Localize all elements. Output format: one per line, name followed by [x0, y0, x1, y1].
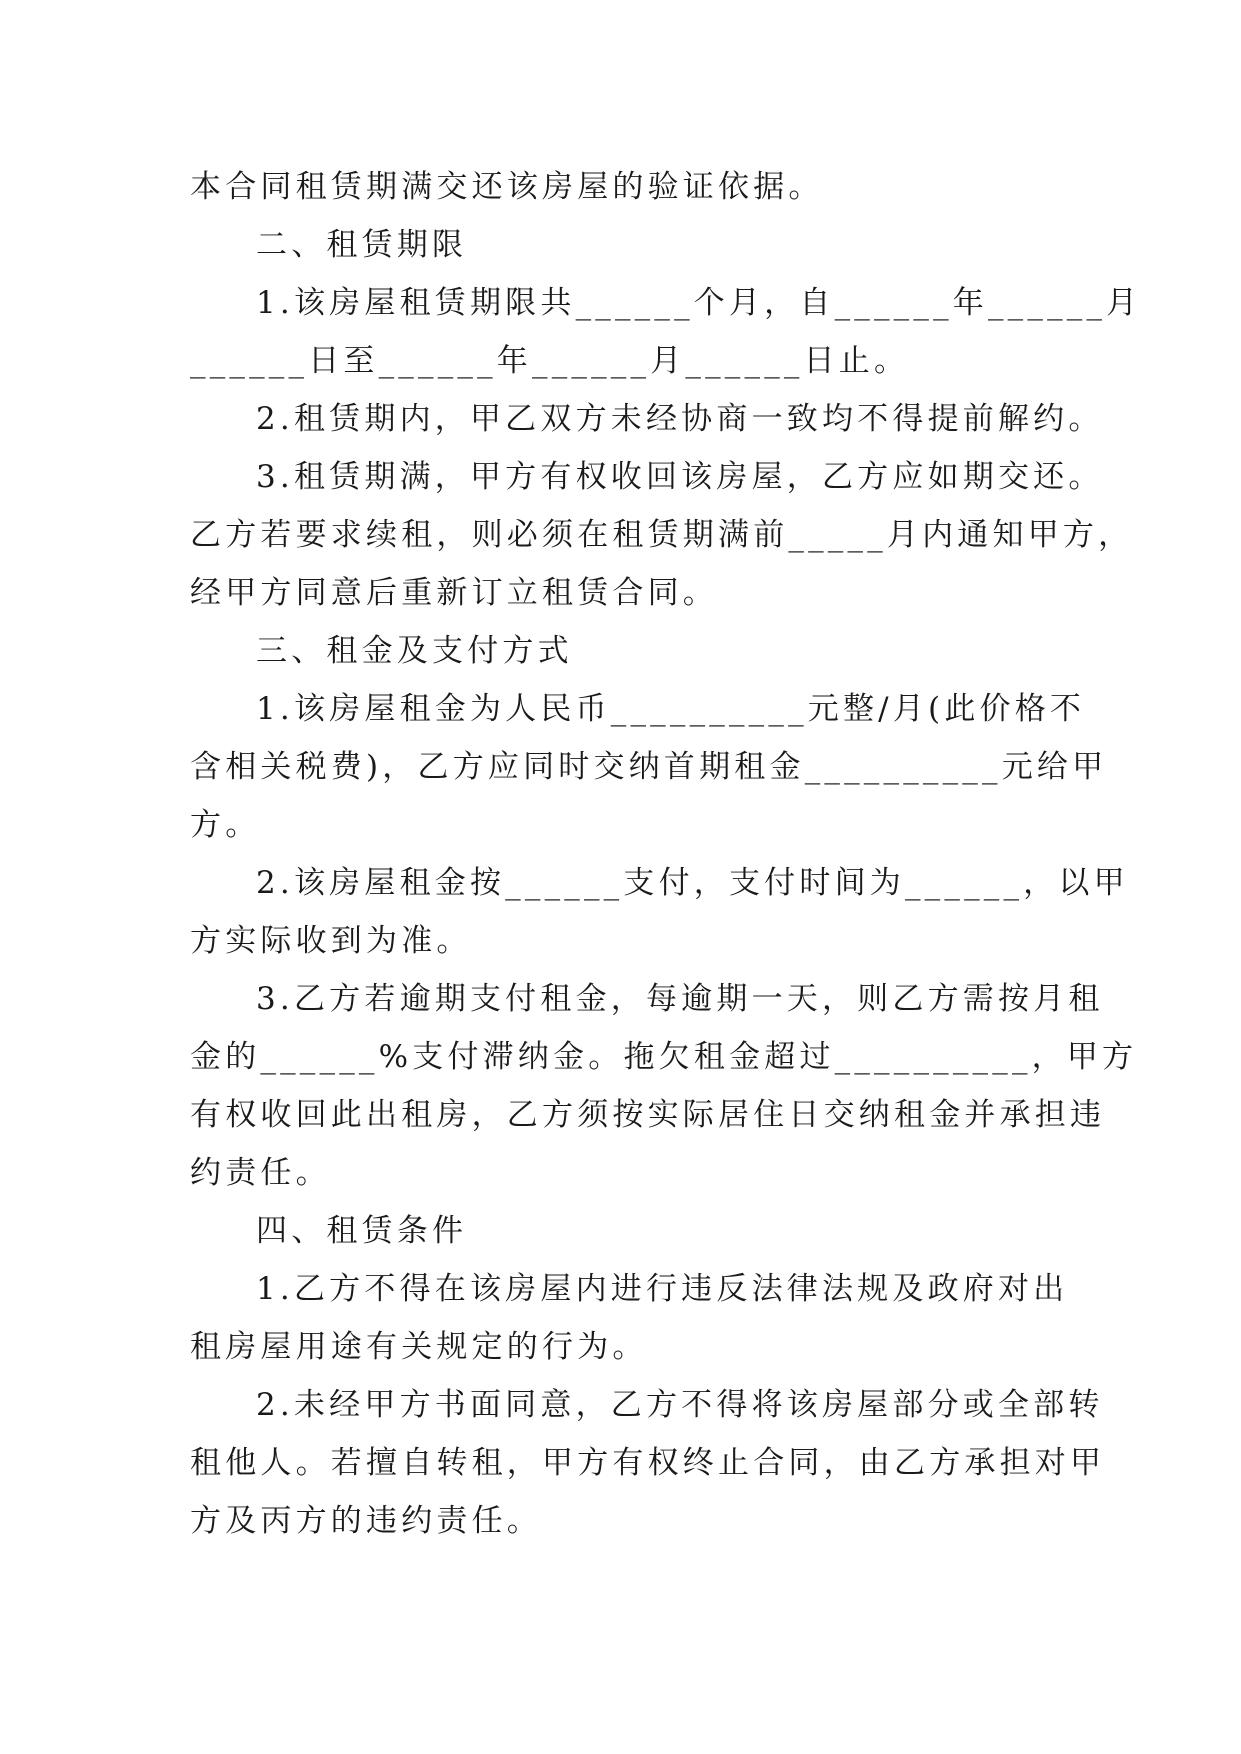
- paragraph-line: 金的______%支付滞纳金。拖欠租金超过__________，甲方: [190, 1039, 1138, 1075]
- paragraph-line: 方。: [190, 807, 261, 843]
- section-heading-lease-term: 二、租赁期限: [256, 227, 468, 263]
- paragraph-line: 2.未经甲方书面同意，乙方不得将该房屋部分或全部转: [256, 1387, 1104, 1423]
- paragraph-line: 3.租赁期满，甲方有权收回该房屋，乙方应如期交还。: [256, 459, 1104, 495]
- paragraph-line: 3.乙方若逾期支付租金，每逾期一天，则乙方需按月租: [256, 981, 1104, 1017]
- paragraph-line: 有权收回此出租房，乙方须按实际居住日交纳租金并承担违: [190, 1097, 1106, 1133]
- paragraph-line: 1.乙方不得在该房屋内进行违反法律法规及政府对出: [256, 1271, 1069, 1307]
- paragraph-line: 含相关税费)，乙方应同时交纳首期租金__________元给甲: [190, 749, 1108, 785]
- paragraph-line: 2.该房屋租金按______支付，支付时间为______，以甲: [256, 865, 1129, 901]
- section-heading-lease-conditions: 四、租赁条件: [256, 1213, 468, 1249]
- paragraph-line: ______日至______年______月______日止。: [190, 343, 910, 379]
- document-page: [190, 158, 1142, 1550]
- paragraph-line: 2.租赁期内，甲乙双方未经协商一致均不得提前解约。: [256, 401, 1104, 437]
- paragraph-line: 租他人。若擅自转租，甲方有权终止合同，由乙方承担对甲: [190, 1445, 1106, 1481]
- paragraph-line: 1.该房屋租金为人民币__________元整/月(此价格不: [256, 691, 1086, 727]
- paragraph-line: 方实际收到为准。: [190, 923, 472, 959]
- paragraph-line: 经甲方同意后重新订立租赁合同。: [190, 575, 718, 611]
- paragraph-line: 租房屋用途有关规定的行为。: [190, 1329, 648, 1365]
- paragraph-line: 乙方若要求续租，则必须在租赁期满前_____月内通知甲方，: [190, 517, 1134, 553]
- paragraph-line: 约责任。: [190, 1155, 331, 1191]
- paragraph-line: 1.该房屋租赁期限共______个月，自______年______月: [256, 285, 1142, 321]
- section-heading-rent-payment: 三、租金及支付方式: [256, 633, 573, 669]
- paragraph-line: 本合同租赁期满交还该房屋的验证依据。: [190, 169, 824, 205]
- paragraph-line: 方及丙方的违约责任。: [190, 1503, 542, 1539]
